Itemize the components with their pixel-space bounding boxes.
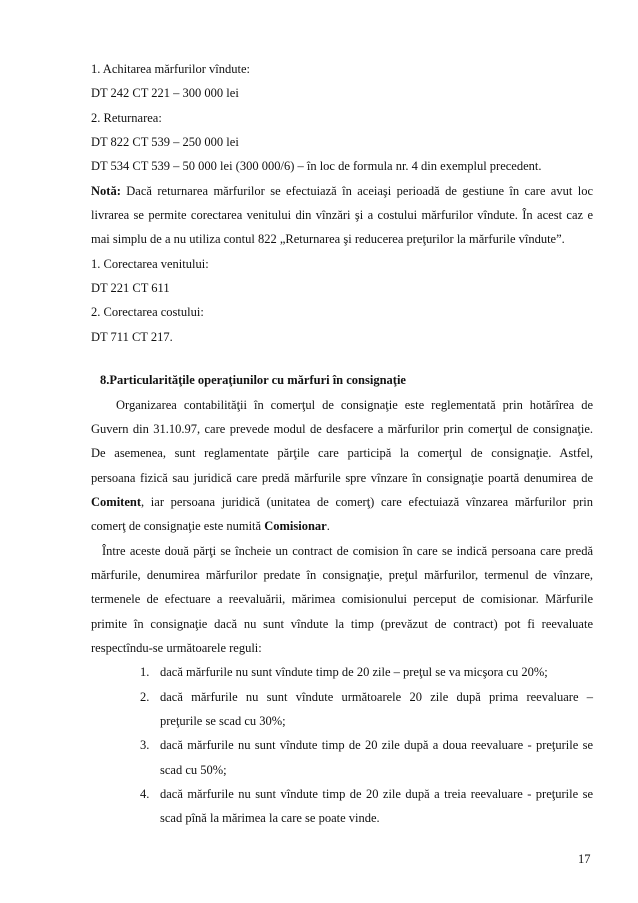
entry-line: DT 822 CT 539 – 250 000 lei [91,135,239,149]
list-text: scad cu 50%; [160,763,227,777]
list-number: 3. [140,738,150,752]
step-returnare: 2. Returnarea: [91,111,162,125]
list-text: dacă mărfurile nu sunt vîndute timp de 20 zile – preţul se va micşora cu 20%; [160,665,548,679]
paragraph-line: primite în consignaţie dacă nu sunt vîndute la timp (prevăzut de contract) pot fi reevaluate [91,617,593,631]
list-text: scad pînă la mărimea la care se poate vinde. [160,811,380,825]
paragraph-line: Guvern din 31.10.97, care prevede modul de desfacere a mărfurilor prin comerţul de consignaţie. [91,422,593,436]
list-number: 2. [140,690,150,704]
paragraph-line: Comitent, iar persoana juridică (unitatea de comerţ) care efectuiază vînzarea mărfurilor prin [91,495,593,509]
step-achitare: 1. Achitarea mărfurilor vîndute: [91,62,250,76]
note-label: Notă: [91,184,121,198]
term-comisionar: Comisionar [264,519,327,533]
list-number: 4. [140,787,150,801]
page-number: 17 [578,852,591,866]
entry-line: DT 242 CT 221 – 300 000 lei [91,86,239,100]
note-line: mai simplu de a nu utiliza contul 822 „Returnarea şi reducerea preţurilor la mărfurile vîndute”. [91,232,565,246]
step-corectare-cost: 2. Corectarea costului: [91,305,204,319]
paragraph-line: persoana fizică sau juridică care predă mărfurile spre vînzare în consignaţie poartă denumirea de [91,471,593,485]
term-comitent: Comitent [91,495,141,509]
paragraph-line: Între aceste două părţi se încheie un contract de comision în care se indică persoana care predă [102,544,593,558]
section-heading: 8.Particularităţile operaţiunilor cu mărfuri în consignaţie [100,373,406,387]
entry-line: DT 221 CT 611 [91,281,170,295]
paragraph-line: De asemenea, sunt reglamentate părţile care participă la comerţul de consignaţie. Astfel, [91,446,593,460]
paragraph-line: Organizarea contabilităţii în comerţul de consignaţie este reglementată prin hotărîrea de [116,398,593,412]
paragraph-line: mărfurile, denumirea mărfurilor predate în consignaţie, preţul mărfurilor, termenul de vînzare, [91,568,593,582]
paragraph-line: respectîndu-se următoarele reguli: [91,641,262,655]
step-corectare-venit: 1. Corectarea venitului: [91,257,209,271]
note-line: livrarea se permite corectarea venitului din vînzări şi a costului mărfurilor vîndute. În acest caz e [91,208,593,222]
list-number: 1. [140,665,150,679]
list-text: preţurile se scad cu 30%; [160,714,286,728]
entry-line: DT 711 CT 217. [91,330,173,344]
entry-line: DT 534 CT 539 – 50 000 lei (300 000/6) – în loc de formula nr. 4 din exemplul precedent. [91,159,542,173]
list-text: dacă mărfurile nu sunt vîndute timp de 20 zile după a treia reevaluare - preţurile se [160,787,593,801]
note-line: Notă: Dacă returnarea mărfurilor se efectuiază în aceiaşi perioadă de gestiune în care avut loc [91,184,593,198]
list-text: dacă mărfurile nu sunt vîndute următoarele 20 zile după prima reevaluare – [160,690,593,704]
list-text: dacă mărfurile nu sunt vîndute timp de 20 zile după a doua reevaluare - preţurile se [160,738,593,752]
paragraph-line: comerţ de consignaţie este numită Comisionar. [91,519,330,533]
paragraph-line: termenele de efectuare a reevaluării, mărimea comisionului perceput de comisionar. Mărfurile [91,592,593,606]
